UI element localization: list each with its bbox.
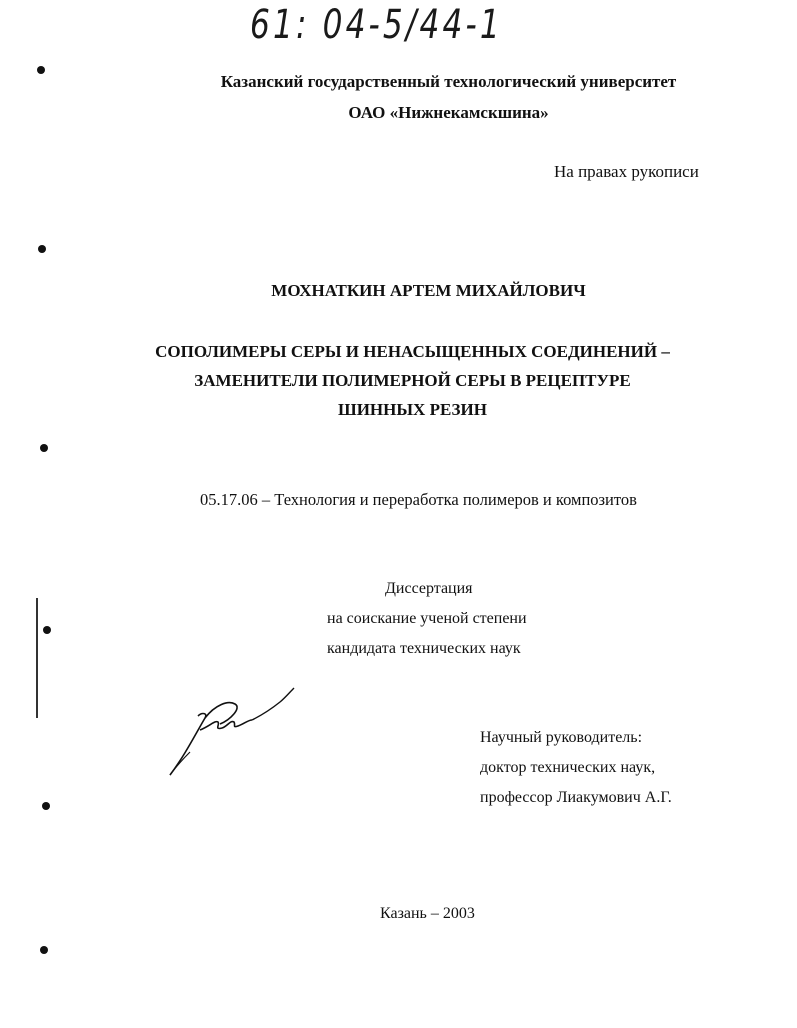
city-year: Казань – 2003 bbox=[380, 905, 475, 922]
author-signature bbox=[160, 680, 300, 780]
speciality-code: 05.17.06 – Технология и переработка полимеров и композитов bbox=[200, 490, 637, 509]
author-name: МОХНАТКИН АРТЕМ МИХАЙЛОВИЧ bbox=[271, 281, 586, 300]
scan-dot bbox=[37, 66, 45, 74]
title-line-3: ШИННЫХ РЕЗИН bbox=[338, 400, 487, 419]
company-name: ОАО «Нижнекамскшина» bbox=[348, 103, 549, 122]
advisor-name: профессор Лиакумович А.Г. bbox=[480, 789, 672, 806]
scan-dot bbox=[38, 245, 46, 253]
scan-dot bbox=[43, 626, 51, 634]
scan-edge-line bbox=[36, 598, 38, 718]
dissertation-degree-field: кандидата технических наук bbox=[327, 640, 521, 657]
archive-code: 61: 04-5/44-1 bbox=[250, 2, 503, 48]
scan-dot bbox=[40, 946, 48, 954]
rights-note: На правах рукописи bbox=[554, 162, 699, 181]
scan-dot bbox=[40, 444, 48, 452]
advisor-label: Научный руководитель: bbox=[480, 729, 643, 746]
dissertation-degree-line: на соискание ученой степени bbox=[327, 610, 527, 627]
university-name: Казанский государственный технологический университет bbox=[220, 72, 677, 91]
scan-dot bbox=[42, 802, 50, 810]
dissertation-label: Диссертация bbox=[385, 580, 473, 597]
title-line-2: ЗАМЕНИТЕЛИ ПОЛИМЕРНОЙ СЕРЫ В РЕЦЕПТУРЕ bbox=[194, 371, 631, 390]
title-line-1: СОПОЛИМЕРЫ СЕРЫ И НЕНАСЫЩЕННЫХ СОЕДИНЕНИЙ – bbox=[155, 342, 670, 361]
advisor-degree: доктор технических наук, bbox=[480, 759, 656, 776]
